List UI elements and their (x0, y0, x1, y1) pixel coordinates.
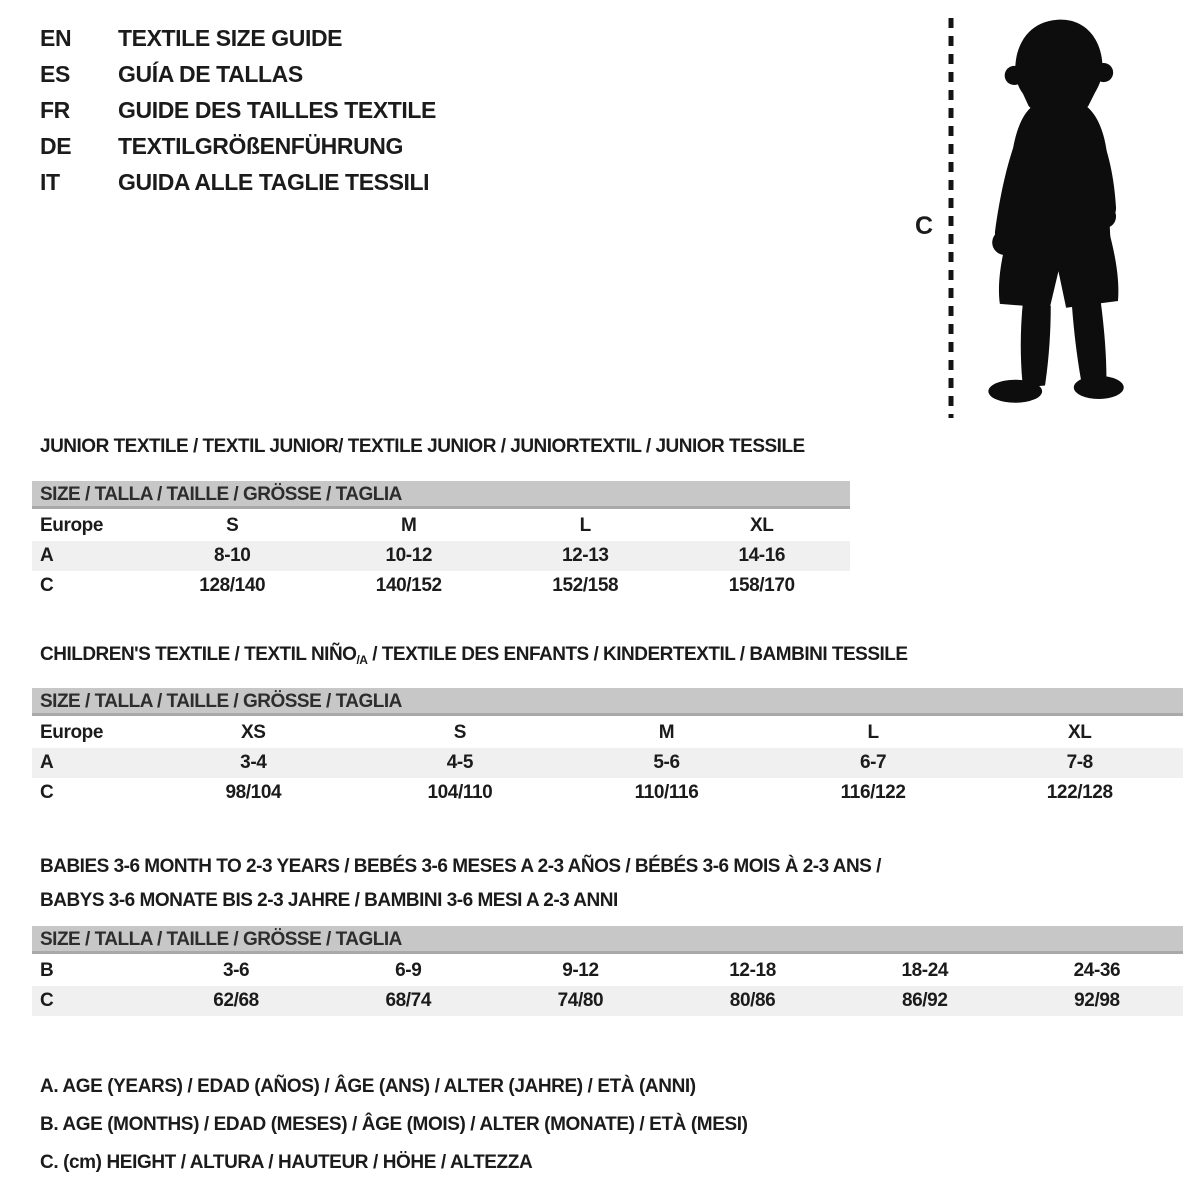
table-cell: 3-6 (222, 960, 250, 981)
babies-size-table (32, 926, 1183, 1016)
table-cell: 80/86 (729, 990, 776, 1011)
table-cell: 140/152 (375, 575, 442, 596)
table-cell: 116/122 (840, 782, 906, 803)
table-cell: 152/158 (552, 575, 619, 596)
size-col-header: L (579, 515, 591, 536)
size-col-header: S (226, 515, 239, 536)
language-code: EN (40, 24, 72, 51)
language-title: GUIDA ALLE TAGLIE TESSILI (118, 168, 430, 195)
table-cell: 128/140 (199, 575, 266, 596)
babies-heading-line1: BABIES 3-6 MONTH TO 2-3 YEARS / BEBÉS 3-6 MESES A 2-3 AÑOS / BÉBÉS 3-6 MOIS À 2-3 ANS / (40, 856, 881, 877)
junior-size-table (32, 481, 850, 601)
language-title: TEXTILE SIZE GUIDE (118, 24, 343, 51)
table-cell: 98/104 (225, 782, 282, 803)
junior-section-heading: JUNIOR TEXTILE / TEXTIL JUNIOR/ TEXTILE JUNIOR / JUNIORTEXTIL / JUNIOR TESSILE (40, 436, 805, 457)
heading-text: / TEXTILE DES ENFANTS / KINDERTEXTIL / BAMBINI TESSILE (367, 644, 908, 665)
size-col-header: M (401, 515, 417, 536)
table-cell: 9-12 (562, 960, 599, 981)
language-title: TEXTILGRÖßENFÜHRUNG (118, 132, 403, 159)
table-cell: 4-5 (446, 752, 474, 773)
table-cell: 5-6 (653, 752, 680, 773)
table-cell: 24-36 (1073, 960, 1121, 981)
size-col-header: XL (750, 515, 774, 536)
table-row-height (32, 986, 1183, 1016)
height-measure-label: C (915, 212, 934, 240)
table-cell: 6-7 (859, 752, 887, 773)
language-row-en (40, 20, 436, 56)
table-cell: 18-24 (901, 960, 949, 981)
baby-silhouette-figure (905, 10, 1155, 425)
row-label: B (40, 960, 54, 981)
row-label: A (40, 752, 54, 773)
heading-text: CHILDREN'S TEXTILE / TEXTIL NIÑO (40, 644, 357, 665)
table-cell: 6-9 (395, 960, 422, 981)
row-label: Europe (40, 515, 104, 536)
size-col-header: S (453, 722, 467, 743)
language-code: DE (40, 132, 72, 159)
table-cell: 86/92 (901, 990, 948, 1011)
table-row-height (32, 778, 1183, 808)
table-row-age (32, 541, 850, 571)
table-cell: 12-13 (561, 545, 609, 566)
table-cell: 104/110 (427, 782, 493, 803)
size-header-bar: SIZE / TALLA / TAILLE / GRÖSSE / TAGLIA (32, 926, 1183, 954)
table-cell: 110/116 (634, 782, 699, 803)
table-cell: 10-12 (385, 545, 433, 566)
language-title: GUIDE DES TAILLES TEXTILE (118, 96, 436, 123)
children-size-table (32, 688, 1183, 808)
language-row-es (40, 56, 436, 92)
table-cell: 12-18 (729, 960, 776, 981)
measure-legend (40, 1068, 748, 1182)
row-label: C (40, 782, 54, 803)
language-row-it (40, 164, 436, 200)
legend-line-a: A. AGE (YEARS) / EDAD (AÑOS) / ÂGE (ANS) / ALTER (JAHRE) / ETÀ (ANNI) (40, 1076, 696, 1097)
table-row-europe (32, 718, 1183, 748)
table-row-height (32, 571, 850, 601)
baby-silhouette (988, 20, 1123, 403)
table-row-europe (32, 511, 850, 541)
size-col-header: XL (1067, 722, 1092, 743)
language-title-block (40, 20, 436, 200)
language-code: IT (40, 168, 60, 195)
babies-section-heading (40, 850, 980, 918)
language-title: GUÍA DE TALLAS (118, 60, 303, 87)
table-cell: 62/68 (213, 990, 259, 1011)
heading-subscript: /A (356, 653, 368, 667)
table-cell: 158/170 (728, 575, 795, 596)
size-header-bar: SIZE / TALLA / TAILLE / GRÖSSE / TAGLIA (32, 481, 850, 509)
row-label: C (40, 990, 54, 1011)
table-cell: 3-4 (240, 752, 267, 773)
table-cell: 68/74 (385, 990, 432, 1011)
legend-line-b: B. AGE (MONTHS) / EDAD (MESES) / ÂGE (MOIS) / ALTER (MONATE) / ETÀ (MESI) (40, 1114, 748, 1135)
language-row-de (40, 128, 436, 164)
table-cell: 74/80 (557, 990, 604, 1011)
table-cell: 122/128 (1046, 782, 1113, 803)
table-row-age (32, 748, 1183, 778)
babies-heading-line2: BABYS 3-6 MONATE BIS 2-3 JAHRE / BAMBINI 3-6 MESI A 2-3 ANNI (40, 890, 618, 911)
legend-line-c: C. (cm) HEIGHT / ALTURA / HAUTEUR / HÖHE / ALTEZZA (40, 1152, 533, 1173)
size-col-header: XS (241, 722, 266, 743)
row-label: Europe (40, 722, 104, 743)
table-cell: 7-8 (1066, 752, 1093, 773)
row-label: A (40, 545, 54, 566)
table-cell: 14-16 (738, 545, 786, 566)
children-section-heading (40, 644, 908, 666)
row-label: C (40, 575, 54, 596)
table-cell: 92/98 (1074, 990, 1120, 1011)
table-row-months (32, 956, 1183, 986)
size-header-bar: SIZE / TALLA / TAILLE / GRÖSSE / TAGLIA (32, 688, 1183, 716)
language-code: FR (40, 96, 70, 123)
language-code: ES (40, 60, 70, 87)
size-col-header: M (658, 722, 675, 743)
language-row-fr (40, 92, 436, 128)
table-cell: 8-10 (214, 545, 251, 566)
size-col-header: L (867, 722, 879, 743)
